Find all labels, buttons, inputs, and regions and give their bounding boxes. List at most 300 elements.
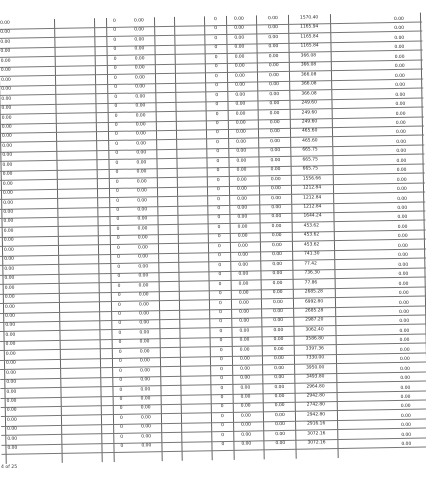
table-cell: 0 xyxy=(116,226,120,232)
table-cell: 0 xyxy=(120,434,124,440)
table-cell: 0 xyxy=(216,158,220,164)
table-cell: 0.00 xyxy=(5,360,16,367)
table-cell: 0.00 xyxy=(272,252,282,258)
table-cell: 0 xyxy=(116,217,120,223)
table-cell: 0.00 xyxy=(275,422,285,428)
table-cell: 366.08 xyxy=(300,72,317,78)
table-cell: 0.00 xyxy=(5,313,15,319)
table-cell: 3072.16 xyxy=(307,440,326,446)
table-cell: 0 xyxy=(114,113,118,119)
table-cell: 0 xyxy=(214,54,218,60)
table-cell: 0.00 xyxy=(240,375,251,381)
table-cell: 0.00 xyxy=(268,34,279,41)
table-cell: 0.00 xyxy=(395,92,406,98)
table-cell: 249.60 xyxy=(301,109,318,116)
table-cell: 2916.16 xyxy=(307,421,326,427)
table-cell: 0.00 xyxy=(395,82,406,89)
table-cell: 0.00 xyxy=(136,160,147,166)
table-cell: 0.00 xyxy=(397,234,408,240)
table-cell: 736.30 xyxy=(304,270,320,276)
table-cell: 0.00 xyxy=(275,441,286,447)
table-cell: 0.00 xyxy=(6,398,17,404)
table-cell: 0.00 xyxy=(234,26,245,32)
table-cell: 0.00 xyxy=(138,292,149,298)
table-cell: 0.00 xyxy=(138,273,149,279)
table-cell: 453.62 xyxy=(303,242,320,248)
table-cell: 0.00 xyxy=(398,271,409,278)
table-cell: 0.00 xyxy=(5,351,16,357)
table-cell: 0 xyxy=(216,177,220,183)
table-cell: 0.00 xyxy=(135,122,146,128)
table-cell: 7330.00 xyxy=(305,355,325,361)
table-cell: 0 xyxy=(218,300,222,306)
table-cell: 0.00 xyxy=(270,186,281,192)
table-cell: 0.00 xyxy=(235,111,246,117)
table-cell: 1556.66 xyxy=(302,175,322,182)
table-cell: 0.00 xyxy=(240,394,251,400)
table-cell: 0.00 xyxy=(139,330,150,336)
table-cell: 0 xyxy=(220,376,224,382)
table-cell: 0.00 xyxy=(395,111,406,117)
table-cell: 0 xyxy=(217,243,221,249)
table-cell: 0.00 xyxy=(400,375,411,382)
table-cell: 0.00 xyxy=(272,280,283,286)
table-cell: 0.00 xyxy=(234,35,245,41)
table-cell: 0 xyxy=(118,330,122,336)
table-cell: 0 xyxy=(219,347,223,353)
table-cell: 0.00 xyxy=(2,171,13,178)
table-cell: 0 xyxy=(215,111,219,117)
table-cell: 0.00 xyxy=(135,93,146,100)
table-cell: 0.00 xyxy=(394,64,405,70)
table-cell: 0.00 xyxy=(1,124,12,130)
table-cell: 0.00 xyxy=(268,44,279,50)
table-cell: 0 xyxy=(220,366,223,372)
table-cell: 0.00 xyxy=(394,26,405,32)
table-cell: 0.00 xyxy=(274,393,285,400)
table-cell: 0.00 xyxy=(237,224,248,230)
table-cell: 0.00 xyxy=(270,157,281,163)
table-cell: 0.00 xyxy=(238,281,249,287)
table-cell: 3397.36 xyxy=(305,346,324,352)
table-cell: 0.00 xyxy=(399,338,410,344)
table-cell: 453.62 xyxy=(303,232,320,238)
table-cell: 0.00 xyxy=(239,347,250,353)
table-cell: 0 xyxy=(219,338,223,344)
table-cell: 0 xyxy=(120,425,123,431)
table-cell: 2964.80 xyxy=(306,383,325,390)
table-cell: 1212.84 xyxy=(302,185,322,191)
table-cell: 0.00 xyxy=(136,188,147,194)
table-cell: 465.60 xyxy=(302,138,318,144)
table-cell: 0.00 xyxy=(137,207,148,213)
table-cell: 0.00 xyxy=(396,139,407,145)
table-cell: 0.00 xyxy=(269,129,280,135)
table-cell: 0 xyxy=(218,253,221,259)
table-cell: 0 xyxy=(119,415,123,421)
table-cell: 0.00 xyxy=(239,356,250,362)
table-cell: 0 xyxy=(114,132,118,138)
table-cell: 0.00 xyxy=(136,179,147,185)
table-cell: 0.00 xyxy=(140,396,151,402)
table-cell: 1165.84 xyxy=(300,34,319,40)
table-cell: 0.00 xyxy=(240,385,251,391)
table-cell: 0.00 xyxy=(395,101,406,108)
table-cell: 0.00 xyxy=(269,119,280,126)
table-cell: 0.00 xyxy=(137,226,148,232)
table-cell: 0.00 xyxy=(394,16,404,23)
table-cell: 0.00 xyxy=(134,46,145,52)
table-cell: 0.00 xyxy=(139,339,150,345)
table-cell: 0.00 xyxy=(136,141,147,147)
table-cell: 0.00 xyxy=(394,45,405,51)
table-cell: 0 xyxy=(217,196,221,202)
table-cell: 0 xyxy=(218,272,222,278)
table-cell: 0 xyxy=(115,179,119,185)
table-cell: 0 xyxy=(214,26,218,32)
table-cell: 0 xyxy=(117,255,121,261)
table-cell: 0.00 xyxy=(273,337,284,343)
table-cell: 0.00 xyxy=(3,219,14,225)
table-cell: 1165.94 xyxy=(300,24,319,31)
table-cell: 0.00 xyxy=(239,337,250,344)
table-cell: 0 xyxy=(115,141,119,147)
table-cell: 0.00 xyxy=(272,271,283,277)
table-cell: 0 xyxy=(214,64,218,70)
table-cell: 0.00 xyxy=(271,242,282,248)
table-cell: 0 xyxy=(220,404,224,410)
table-cell: 0.00 xyxy=(399,347,410,353)
table-cell: 0 xyxy=(215,102,219,108)
table-cell: 0 xyxy=(114,122,118,128)
table-cell: 0.00 xyxy=(136,150,147,156)
table-cell: 0.00 xyxy=(139,349,150,355)
table-cell: 0.00 xyxy=(397,224,408,230)
table-cell: 0.00 xyxy=(269,82,279,88)
table-cell: 0 xyxy=(119,406,123,412)
table-cell: 0.00 xyxy=(239,328,250,334)
table-cell: 0.00 xyxy=(239,318,250,325)
table-cell: 0.00 xyxy=(238,300,249,306)
table-cell: 0.00 xyxy=(396,149,407,155)
table-cell: 249.60 xyxy=(301,100,317,106)
table-cell: 0.00 xyxy=(271,195,281,201)
table-cell: 0.00 xyxy=(268,53,279,60)
table-cell: 0.00 xyxy=(6,408,17,414)
table-cell: 0.00 xyxy=(400,385,411,391)
table-cell: 0.00 xyxy=(235,101,246,107)
table-cell: 0 xyxy=(119,387,123,393)
table-cell: 0.00 xyxy=(5,341,16,348)
table-cell: 0 xyxy=(214,45,218,51)
table-cell: 0.00 xyxy=(268,63,279,69)
table-cell: 0 xyxy=(117,283,121,289)
table-cell: 0.00 xyxy=(399,319,410,325)
table-cell: 0.00 xyxy=(4,256,15,263)
table-cell: 0.00 xyxy=(139,358,150,364)
table-cell: 0.00 xyxy=(400,366,410,372)
table-cell: 0.00 xyxy=(399,309,409,315)
table-cell: 0 xyxy=(119,396,123,402)
table-cell: 2685.28 xyxy=(304,289,324,295)
table-cell: 0.00 xyxy=(237,196,247,202)
table-cell: 0.00 xyxy=(400,413,411,419)
table-cell: 1644.24 xyxy=(303,213,322,220)
table-cell: 0.00 xyxy=(138,282,149,289)
table-cell: 0.00 xyxy=(398,290,409,297)
table-cell: 0.00 xyxy=(234,73,245,79)
table-cell: 0.00 xyxy=(394,73,405,79)
table-cell: 0.00 xyxy=(135,84,146,90)
table-cell: 0.00 xyxy=(137,235,148,241)
table-cell: 741.30 xyxy=(304,251,320,257)
table-cell: 0 xyxy=(215,92,219,98)
table-cell: 0 xyxy=(117,264,121,270)
table-cell: 0.00 xyxy=(270,176,281,182)
table-cell: 0.00 xyxy=(272,290,283,296)
table-cell: 0.00 xyxy=(140,367,150,374)
table-cell: 0.00 xyxy=(236,139,246,145)
table-cell: 0 xyxy=(115,160,119,166)
table-cell: 0.00 xyxy=(396,186,407,193)
table-cell: 0.00 xyxy=(399,356,410,363)
table-cell: 0 xyxy=(114,103,118,109)
table-cell: 3072.16 xyxy=(307,431,326,437)
table-cell: 0.00 xyxy=(3,209,14,215)
table-cell: 0.00 xyxy=(134,37,145,43)
table-cell: 0.00 xyxy=(240,413,251,419)
table-cell: 0.00 xyxy=(274,365,284,371)
table-cell: 0.00 xyxy=(398,253,408,259)
table-cell: 0.00 xyxy=(272,299,283,305)
table-cell: 0.00 xyxy=(397,215,408,221)
table-cell: 0.00 xyxy=(3,247,14,253)
table-cell: 77.86 xyxy=(304,279,318,286)
table-cell: 0.00 xyxy=(394,35,405,41)
table-cell: 366.08 xyxy=(301,90,317,97)
table-cell: 0 xyxy=(118,359,122,365)
table-cell: 0.00 xyxy=(235,120,246,126)
table-cell: 0 xyxy=(217,206,221,212)
table-cell: 0.00 xyxy=(134,56,145,62)
table-cell: 0.00 xyxy=(269,101,280,107)
table-cell: 0.00 xyxy=(2,181,13,187)
table-cell: 0.00 xyxy=(6,389,17,395)
table-cell: 0.00 xyxy=(0,49,11,55)
table-cell: 0 xyxy=(113,28,117,34)
table-cell: 665.75 xyxy=(302,157,318,163)
table-cell: 0.00 xyxy=(397,205,408,211)
table-cell: 0.00 xyxy=(236,158,247,164)
table-cell: 0.00 xyxy=(399,328,410,334)
table-cell: 0.00 xyxy=(398,281,409,287)
table-cell: 0 xyxy=(117,292,121,298)
table-cell: 0.00 xyxy=(4,285,15,291)
table-cell: 0.00 xyxy=(1,96,12,102)
table-cell: 1165.84 xyxy=(300,43,319,49)
table-cell: 0 xyxy=(219,357,223,363)
table-cell: 0.00 xyxy=(134,75,145,81)
table-cell: 0.00 xyxy=(0,58,11,64)
table-cell: 0.00 xyxy=(401,442,412,448)
table-cell: 6992.80 xyxy=(304,298,324,305)
table-cell: 2942.80 xyxy=(306,393,325,399)
table-cell: 0.00 xyxy=(275,431,286,437)
table-cell: 0.00 xyxy=(2,153,13,159)
table-cell: 0.00 xyxy=(139,311,149,317)
table-cell: 0 xyxy=(220,395,224,401)
table-cell: 0.00 xyxy=(398,300,409,306)
table-cell: 0.00 xyxy=(2,190,13,196)
table-cell: 0 xyxy=(221,423,224,429)
table-cell: 3586.80 xyxy=(305,336,324,342)
table-cell: 0 xyxy=(113,56,117,62)
table-cell: 0 xyxy=(118,340,122,346)
table-cell: 0.00 xyxy=(235,82,246,88)
table-cell: 1570.40 xyxy=(299,15,319,21)
table-cell: 0.00 xyxy=(3,228,14,234)
table-cell: 0.00 xyxy=(4,275,15,281)
table-cell: 0.00 xyxy=(401,432,412,438)
table-cell: 0 xyxy=(116,245,120,251)
table-cell: 0.00 xyxy=(138,254,148,260)
table-cell: 0 xyxy=(114,85,118,91)
table-cell: 0.00 xyxy=(6,379,17,385)
table-cell: 0.00 xyxy=(140,386,151,393)
table-cell: 0.00 xyxy=(1,105,12,111)
table-cell: 366.08 xyxy=(301,81,317,87)
table-cell: 0.00 xyxy=(234,63,245,70)
table-cell: 0.00 xyxy=(0,39,11,45)
table-cell: 0.00 xyxy=(272,261,283,267)
table-cell: 0 xyxy=(217,224,221,231)
table-cell: 0 xyxy=(219,328,223,334)
data-table xyxy=(0,13,426,464)
table-cell: 0.00 xyxy=(134,27,145,33)
table-cell: 0 xyxy=(113,37,117,43)
table-cell: 0 xyxy=(216,168,220,174)
table-cell: 0.00 xyxy=(395,130,406,136)
table-cell: 0 xyxy=(119,368,122,374)
table-cell: 0 xyxy=(118,349,122,355)
table-cell: 0 xyxy=(213,17,217,23)
table-cell: 0.00 xyxy=(401,423,411,429)
table-cell: 0 xyxy=(115,151,119,157)
table-cell: 0.00 xyxy=(398,262,409,268)
table-cell: 0.00 xyxy=(271,205,282,211)
table-cell: 0.00 xyxy=(238,290,249,296)
table-cell: 0.00 xyxy=(273,346,284,352)
table-cell: 0.00 xyxy=(137,245,148,251)
table-cell: 0 xyxy=(215,121,219,127)
table-cell: 0.00 xyxy=(273,318,284,324)
table-cell: 0 xyxy=(116,198,120,204)
table-cell: 0.00 xyxy=(234,44,245,51)
table-cell: 0.00 xyxy=(239,309,249,315)
table-cell: 0.00 xyxy=(5,323,16,329)
table-cell: 0.00 xyxy=(396,177,407,183)
table-cell: 0.00 xyxy=(7,445,18,452)
table-cell: 0.00 xyxy=(5,332,16,338)
table-cell: 0 xyxy=(117,302,121,308)
table-cell: 0 xyxy=(217,234,221,240)
table-cell: 0.00 xyxy=(3,238,14,244)
table-cell: 0.00 xyxy=(137,216,148,222)
table-cell: 0.00 xyxy=(236,148,247,155)
table-cell: 0.00 xyxy=(138,264,149,270)
table-cell: 0 xyxy=(117,273,121,280)
table-cell: 0.00 xyxy=(400,404,411,410)
table-cell: 0.00 xyxy=(273,308,283,315)
table-cell: 0.00 xyxy=(235,92,246,98)
table-cell: 0.00 xyxy=(236,177,247,183)
table-cell: 0.00 xyxy=(1,77,11,83)
table-cell: 0.00 xyxy=(271,214,282,220)
table-cell: 0.00 xyxy=(4,304,15,310)
table-cell: 0.00 xyxy=(237,233,248,240)
table-cell: 0.00 xyxy=(140,377,151,383)
table-cell: 0.00 xyxy=(140,405,151,411)
table-cell: 0.00 xyxy=(7,436,18,442)
table-cell: 0.00 xyxy=(6,417,17,423)
table-cell: 0.00 xyxy=(271,223,282,230)
table-cell: 0.00 xyxy=(241,441,252,447)
table-cell: 2942.80 xyxy=(306,412,326,418)
table-cell: 0 xyxy=(120,444,124,450)
table-cell: 0.00 xyxy=(397,196,408,202)
table-cell: 0.00 xyxy=(269,91,280,97)
table-cell: 0.00 xyxy=(237,215,248,221)
table-cell: 0.00 xyxy=(234,54,245,60)
table-cell: 0.00 xyxy=(135,103,146,109)
table-cell: 0 xyxy=(218,291,222,297)
table-cell: 3950.00 xyxy=(306,364,325,371)
table-cell: 0.00 xyxy=(4,266,15,272)
table-cell: 0.00 xyxy=(268,72,279,78)
table-cell: 0 xyxy=(221,442,225,448)
table-cell: 0.00 xyxy=(240,366,250,372)
table-cell: 0.00 xyxy=(233,16,244,22)
table-cell: 0 xyxy=(216,139,220,145)
table-cell: 0 xyxy=(216,187,220,193)
table-cell: 0.00 xyxy=(1,134,12,140)
table-cell: 0.00 xyxy=(270,138,280,145)
table-cell: 0 xyxy=(217,215,221,221)
table-cell: 0 xyxy=(218,262,222,268)
table-cell: 0.00 xyxy=(238,271,249,277)
table-cell: 0 xyxy=(214,73,218,79)
page-number: 4 of 25 xyxy=(1,465,18,470)
table-cell: 249.60 xyxy=(301,119,318,125)
table-cell: 0 xyxy=(215,83,219,89)
table-cell: 0.00 xyxy=(273,327,284,334)
table-cell: 0.00 xyxy=(236,167,247,173)
table-cell: 0.00 xyxy=(237,243,248,249)
table-cell: 665.75 xyxy=(302,147,318,153)
table-cell: 0.00 xyxy=(0,30,11,36)
table-cell: 366.08 xyxy=(300,53,317,59)
table-cell: 77.42 xyxy=(304,261,317,267)
table-cell: 0.00 xyxy=(241,422,251,429)
table-cell: 0.00 xyxy=(270,148,281,154)
table-cell: 0 xyxy=(218,281,222,287)
table-cell: 0 xyxy=(115,188,119,194)
table-cell: 0.00 xyxy=(141,434,152,440)
table-cell: 0 xyxy=(220,385,224,391)
table-cell: 0.00 xyxy=(136,169,147,175)
table-cell: 0 xyxy=(215,130,219,136)
table-cell: 0.00 xyxy=(395,120,406,126)
